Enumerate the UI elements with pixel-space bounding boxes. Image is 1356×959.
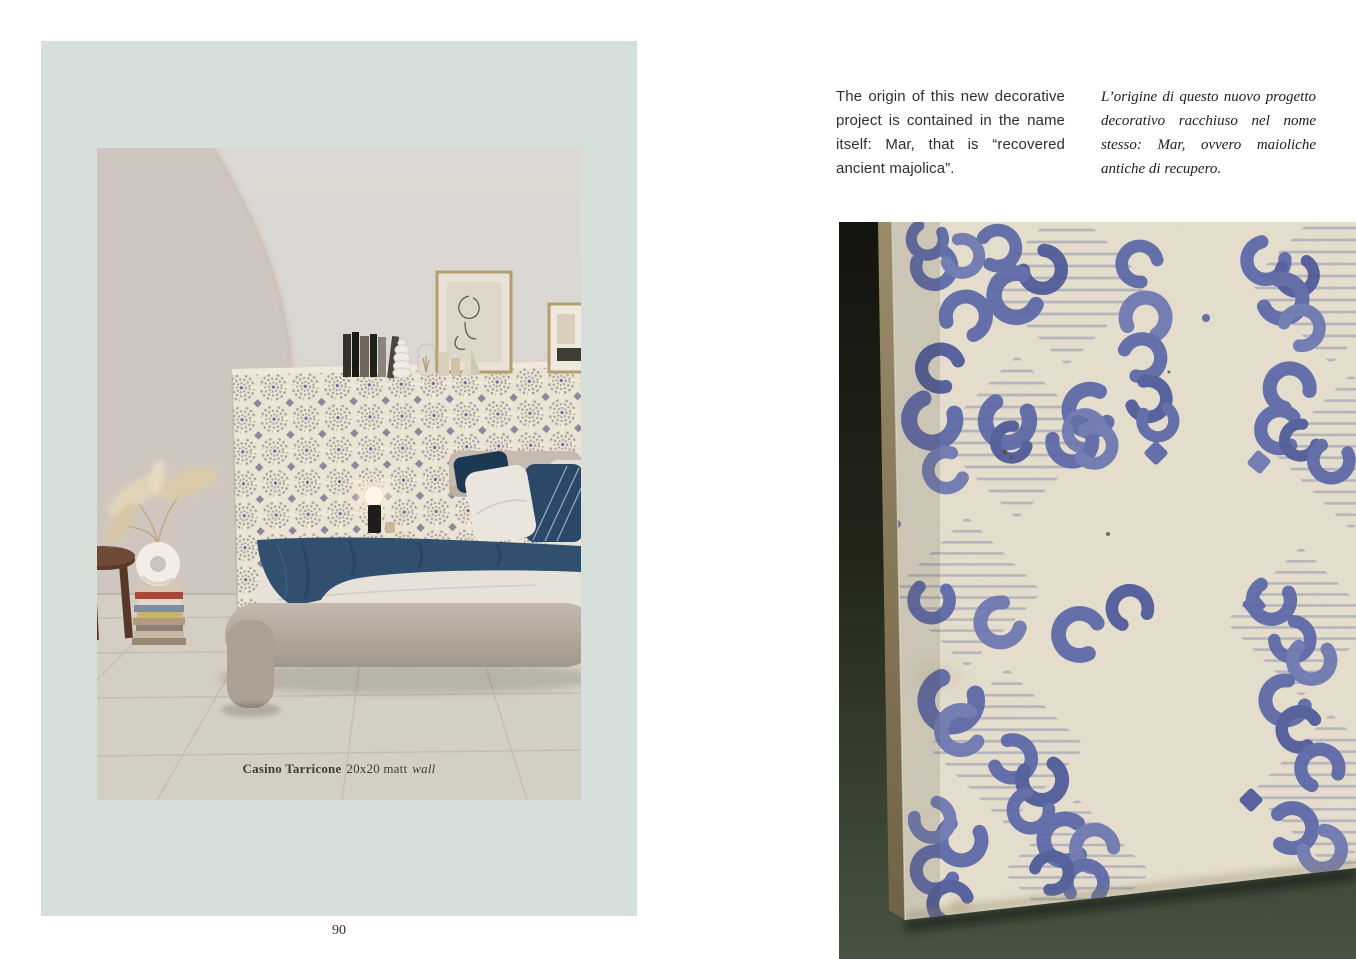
left-page-panel: [41, 41, 637, 916]
wood-jar: [385, 522, 395, 533]
glass-dome: [418, 344, 435, 376]
caption-product-name: Casino Tarricone: [242, 761, 342, 776]
bed-leg: [227, 620, 274, 708]
tile-closeup-photo: [839, 222, 1356, 959]
donut-vase: [136, 542, 180, 586]
picture-frame-right: [549, 304, 581, 372]
caption-size-finish: 20x20 matt: [346, 761, 408, 776]
photo-caption: [97, 761, 581, 777]
book-stack: [132, 584, 186, 645]
majolica-tile-scene: [839, 222, 1356, 959]
page-number: 90: [332, 923, 346, 938]
caption-application: wall: [412, 761, 436, 776]
ceramic-vase-small: [451, 358, 460, 376]
bed-frame: [225, 603, 581, 667]
paragraph-italian: L’origine di questo nuovo progetto decorativo racchiuso nel nome stesso: Mar, ovvero maioliche antiche di recupero.: [1101, 89, 1316, 177]
white-pillow: [463, 463, 538, 546]
ceramic-vase: [438, 352, 449, 376]
paragraph-english: The origin of this new decorative project is contained in the name itself: Mar, that is “recovered ancient majolica”.: [836, 88, 1065, 177]
bedroom-photo: [97, 148, 581, 800]
bedroom-scene: [97, 148, 581, 800]
majolica-tile-face: [879, 222, 1356, 959]
